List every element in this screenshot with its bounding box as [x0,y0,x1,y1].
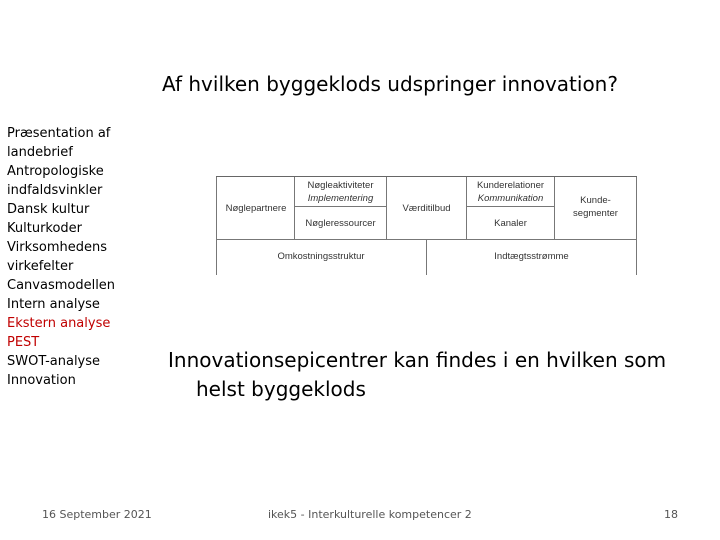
footer-page-number: 18 [664,508,678,521]
slide-title: Af hvilken byggeklods udspringer innovation? [162,72,618,96]
sidebar-item[interactable]: Præsentation af [7,126,111,141]
slide-body [168,346,688,404]
sidebar-item[interactable]: landebrief [7,145,73,160]
footer-date: 16 September 2021 [42,508,152,521]
sidebar-item[interactable]: Kulturkoder [7,221,83,236]
canvas-key-resources: Nøgleressourcer [305,218,376,229]
canvas-channels: Kanaler [494,218,527,229]
canvas-divider [466,206,554,207]
canvas-customer-segments-line1: Kunde- [580,195,611,206]
body-line: Innovationsepicentrer kan findes i en hvilken som [168,348,667,372]
canvas-value-proposition: Værditilbud [402,203,451,214]
canvas-communication: Kommunikation [477,193,544,204]
footer-course: ikek5 - Interkulturelle kompetencer 2 [268,508,472,521]
canvas-revenue-streams: Indtægtsstrømme [494,251,569,262]
canvas-implementation: Implementering [307,193,374,204]
sidebar-item[interactable]: virkefelter [7,259,74,274]
canvas-customer-relations: Kunderelationer [476,180,545,191]
sidebar-item[interactable]: Antropologiske [7,164,104,179]
canvas-cost-structure: Omkostningsstruktur [277,251,365,262]
canvas-customer-segments-line2: segmenter [573,208,618,219]
canvas-border-right [636,177,637,275]
canvas-divider [294,206,386,207]
sidebar-item[interactable]: Dansk kultur [7,202,90,217]
sidebar-item[interactable]: SWOT-analyse [7,354,101,369]
sidebar-item[interactable]: Canvasmodellen [7,278,116,293]
body-line: helst byggeklods [196,377,366,401]
canvas-key-activities: Nøgleaktiviteter [307,180,374,191]
sidebar-outline [7,124,122,390]
sidebar-item[interactable]: Intern analyse [7,297,100,312]
canvas-key-partners: Nøglepartnere [225,203,287,214]
sidebar-item[interactable]: indfaldsvinkler [7,183,103,198]
sidebar-item-active[interactable]: Ekstern analyse [7,316,111,331]
sidebar-item-active[interactable]: PEST [7,335,40,350]
sidebar-item[interactable]: Innovation [7,373,76,388]
business-model-canvas [216,176,637,275]
sidebar-item[interactable]: Virksomhedens [7,240,107,255]
